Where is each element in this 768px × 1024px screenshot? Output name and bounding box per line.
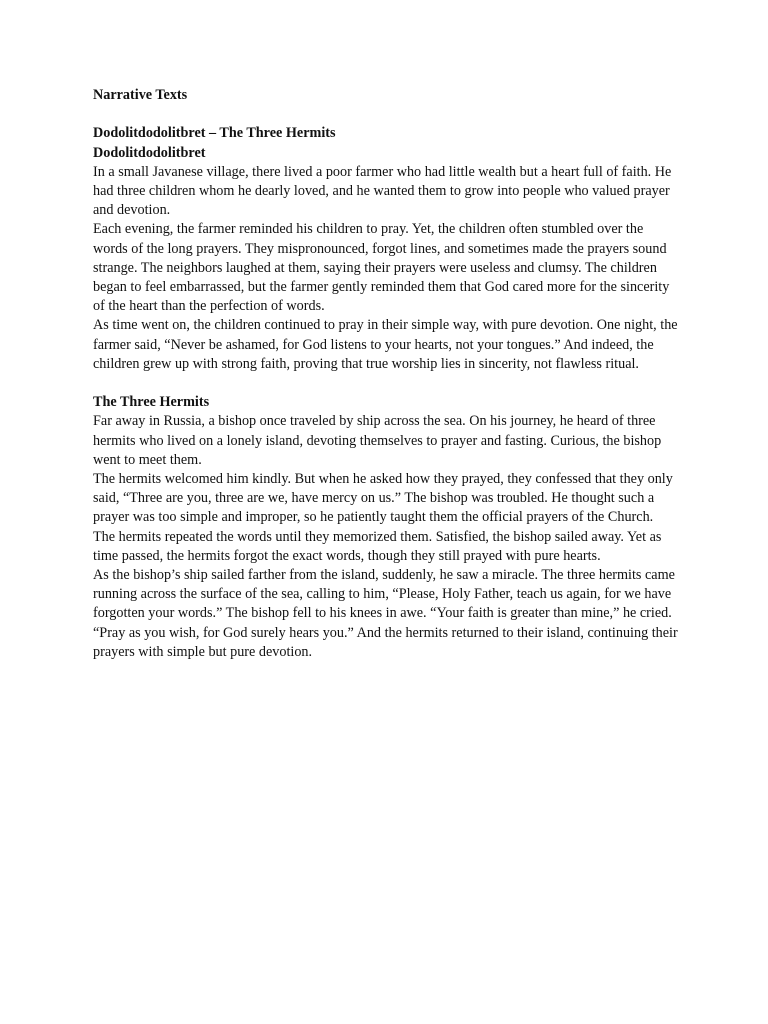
- story2-paragraph-1: Far away in Russia, a bishop once traveled by ship across the sea. On his journey, he heard of three hermits who lived on a lonely island, devoting themselves to prayer and fasting. Curious, the bishop went to meet them.: [93, 413, 662, 468]
- story1-paragraph-2: Each evening, the farmer reminded his children to pray. Yet, the children often stumbled over the words of the long prayers. They mispronounced, forgot lines, and sometimes made the prayers sound strange. The neighbors laughed at them, saying their prayers were useless and clumsy. The children began to feel embarrassed, but the farmer gently reminded them that God cared more for the sincerity of the heart than the perfection of words.: [93, 221, 670, 315]
- spacer: [93, 374, 678, 393]
- story2-paragraph-3: As the bishop’s ship sailed farther from the island, suddenly, he saw a miracle. The three hermits came running across the surface of the sea, calling to him, “Please, Holy Father, teach us again, for we have forgotten your words.” The bishop fell to his knees in awe. “Your faith is greater than mine,” he cried. “Pray as you wish, for God surely hears you.” And the hermits returned to their island, continuing their prayers with simple but pure devotion.: [93, 567, 678, 660]
- document-title: Narrative Texts: [93, 87, 188, 103]
- story2-paragraph-2: The hermits welcomed him kindly. But when he asked how they prayed, they confessed that they only said, “Three are you, three are we, have mercy on us.” The bishop was troubled. He thought such a prayer was too simple and improper, so he patiently taught them the official prayers of the Church. The hermits repeated the words until they memorized them. Satisfied, the bishop sailed away. Yet as time passed, the hermits forgot the exact words, though they still prayed with pure hearts.: [93, 471, 673, 564]
- story1-paragraph-3: As time went on, the children continued to pray in their simple way, with pure devotion. One night, the farmer said, “Never be ashamed, for God listens to your hearts, not your tongues.” And indeed, the children grew up with strong faith, proving that true worship lies in sincerity, not flawless ritual.: [93, 317, 678, 372]
- spacer: [93, 105, 678, 124]
- story1-heading: Dodolitdodolitbret – The Three Hermits: [93, 125, 336, 142]
- document-page: [93, 86, 678, 662]
- story2-heading: The Three Hermits: [93, 394, 210, 411]
- story1-subheading: Dodolitdodolitbret: [93, 144, 206, 161]
- story1-paragraph-1: In a small Javanese village, there lived a poor farmer who had little wealth but a heart full of faith. He had three children whom he dearly loved, and he wanted them to grow into people who valued prayer and devotion.: [93, 163, 672, 219]
